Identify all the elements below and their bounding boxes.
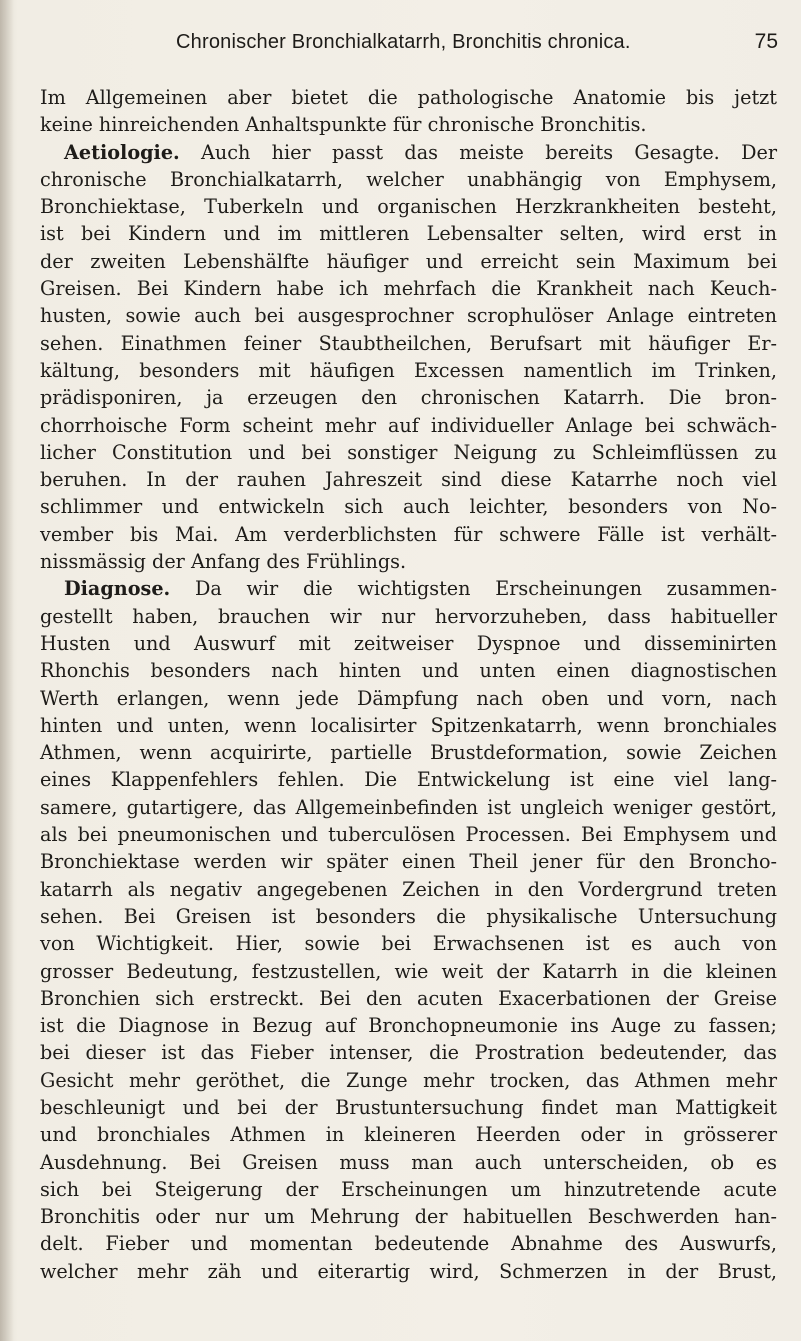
text-line	[40, 439, 777, 466]
line-text: welcher mehr zäh und eiterartig wird, Schmerzen in der Brust,	[40, 1259, 777, 1283]
line-text: vember bis Mai. Am verderblichsten für schwere Fälle ist verhält-	[40, 522, 777, 546]
text-line	[40, 111, 777, 138]
line-text: als bei pneumonischen und tuberculösen Processen. Bei Emphysem und	[40, 823, 777, 847]
text-line	[40, 848, 777, 875]
line-text: hinten und unten, wenn localisirter Spitzenkatarrh, wenn bronchiales	[40, 713, 777, 737]
line-text: Werth erlangen, wenn jede Dämpfung nach oben und vorn, nach	[40, 686, 777, 710]
text-line	[40, 1067, 777, 1094]
running-head	[98, 30, 778, 54]
line-text: licher Constitution und bei sonstiger Neigung zu Schleimflüssen zu	[40, 440, 777, 464]
text-line	[40, 766, 777, 793]
text-line	[40, 1121, 777, 1148]
line-text: Husten und Auswurf mit zeitweiser Dyspnoe und disseminirten	[40, 631, 777, 655]
text-line	[40, 166, 777, 193]
line-text: und bronchiales Athmen in kleineren Heerden oder in grösserer	[40, 1123, 777, 1147]
text-line	[40, 521, 777, 548]
section-heading: Aetiologie.	[64, 140, 180, 164]
text-line	[40, 985, 777, 1012]
body-text	[40, 84, 777, 1285]
line-text: nissmässig der Anfang des Frühlings.	[40, 550, 407, 574]
text-line	[40, 330, 777, 357]
line-text: Rhonchis besonders nach hinten und unten einen diagnostischen	[40, 659, 777, 683]
text-line	[40, 739, 777, 766]
line-text: bei dieser ist das Fieber intenser, die Prostration bedeutender, das	[40, 1041, 777, 1065]
text-line	[40, 466, 777, 493]
text-line	[40, 903, 777, 930]
line-text: Ausdehnung. Bei Greisen muss man auch unterscheiden, ob es	[40, 1150, 777, 1174]
line-text: ist bei Kindern und im mittleren Lebensalter selten, wird erst in	[40, 222, 777, 246]
line-text: ist die Diagnose in Bezug auf Bronchopneumonie ins Auge zu fassen;	[40, 1014, 777, 1038]
line-text: eines Klappenfehlers fehlen. Die Entwickelung ist eine viel lang-	[40, 768, 777, 792]
section-heading: Diagnose.	[64, 577, 171, 601]
text-line	[40, 84, 777, 111]
line-text: gestellt haben, brauchen wir nur hervorzuheben, dass habitueller	[40, 604, 777, 628]
line-text: chorrhoische Form scheint mehr auf individueller Anlage bei schwäch-	[40, 413, 777, 437]
text-line	[40, 412, 777, 439]
text-line	[40, 139, 777, 166]
line-text: Bronchiektase, Tuberkeln und organischen Herzkrankheiten besteht,	[40, 195, 777, 219]
line-text: sehen. Bei Greisen ist besonders die physikalische Untersuchung	[40, 904, 777, 928]
text-line	[40, 603, 777, 630]
text-line	[40, 493, 777, 520]
text-line	[40, 302, 777, 329]
text-line	[40, 548, 777, 575]
line-text: chronische Bronchialkatarrh, welcher unabhängig von Emphysem,	[40, 167, 777, 191]
line-text: Auch hier passt das meiste bereits Gesagte. Der	[179, 140, 777, 164]
text-line	[40, 357, 777, 384]
text-line	[40, 1230, 777, 1257]
text-line	[40, 657, 777, 684]
text-line	[40, 876, 777, 903]
line-text: sich bei Steigerung der Erscheinungen um hinzutretende acute	[40, 1177, 777, 1201]
text-line	[40, 1176, 777, 1203]
line-text: Bronchiektase werden wir später einen Theil jener für den Broncho-	[40, 850, 777, 874]
binding-gutter-shadow	[0, 0, 14, 1341]
text-line	[40, 384, 777, 411]
line-text: Athmen, wenn acquirirte, partielle Brustdeformation, sowie Zeichen	[40, 741, 777, 765]
line-text: beruhen. In der rauhen Jahreszeit sind diese Katarrhe noch viel	[40, 468, 777, 492]
text-line	[40, 1012, 777, 1039]
line-text: Da wir die wichtigsten Erscheinungen zusammen-	[170, 577, 777, 601]
running-title: Chronischer Bronchialkatarrh, Bronchitis chronica.	[176, 31, 631, 53]
line-text: von Wichtigkeit. Hier, sowie bei Erwachsenen ist es auch von	[40, 932, 777, 956]
text-line	[40, 1094, 777, 1121]
line-text: katarrh als negativ angegebenen Zeichen in den Vordergrund treten	[40, 877, 777, 901]
text-line	[40, 1149, 777, 1176]
line-text: der zweiten Lebenshälfte häufiger und erreicht sein Maximum bei	[40, 249, 777, 273]
text-line	[40, 821, 777, 848]
line-text: samere, gutartigere, das Allgemeinbefinden ist ungleich weniger gestört,	[40, 795, 777, 819]
line-text: grosser Bedeutung, festzustellen, wie weit der Katarrh in die kleinen	[40, 959, 777, 983]
line-text: keine hinreichenden Anhaltspunkte für chronische Bronchitis.	[40, 113, 647, 137]
line-text: schlimmer und entwickeln sich auch leichter, besonders von No-	[40, 495, 777, 519]
text-line	[40, 712, 777, 739]
text-line	[40, 1039, 777, 1066]
text-line	[40, 1203, 777, 1230]
line-text: husten, sowie auch bei ausgesprochner scrophulöser Anlage eintreten	[40, 304, 777, 328]
text-line	[40, 248, 777, 275]
text-line	[40, 1258, 777, 1285]
text-line	[40, 220, 777, 247]
line-text: beschleunigt und bei der Brustuntersuchung findet man Mattigkeit	[40, 1095, 777, 1119]
text-line	[40, 575, 777, 602]
page-number: 75	[754, 30, 778, 53]
line-text: kältung, besonders mit häufigen Excessen namentlich im Trinken,	[40, 358, 777, 382]
line-text: Bronchien sich erstreckt. Bei den acuten Exacerbationen der Greise	[40, 986, 777, 1010]
text-line	[40, 193, 777, 220]
line-text: Bronchitis oder nur um Mehrung der habituellen Beschwerden han-	[40, 1205, 777, 1229]
text-line	[40, 685, 777, 712]
line-text: Im Allgemeinen aber bietet die pathologische Anatomie bis jetzt	[40, 86, 777, 109]
line-text: Gesicht mehr geröthet, die Zunge mehr trocken, das Athmen mehr	[40, 1068, 777, 1092]
text-line	[40, 930, 777, 957]
text-line	[40, 630, 777, 657]
line-text: delt. Fieber und momentan bedeutende Abnahme des Auswurfs,	[40, 1232, 777, 1256]
text-line	[40, 275, 777, 302]
text-line	[40, 794, 777, 821]
text-line	[40, 958, 777, 985]
line-text: prädisponiren, ja erzeugen den chronischen Katarrh. Die bron-	[40, 386, 777, 410]
line-text: sehen. Einathmen feiner Staubtheilchen, Berufsart mit häufiger Er-	[40, 331, 777, 355]
line-text: Greisen. Bei Kindern habe ich mehrfach die Krankheit nach Keuch-	[40, 277, 777, 301]
